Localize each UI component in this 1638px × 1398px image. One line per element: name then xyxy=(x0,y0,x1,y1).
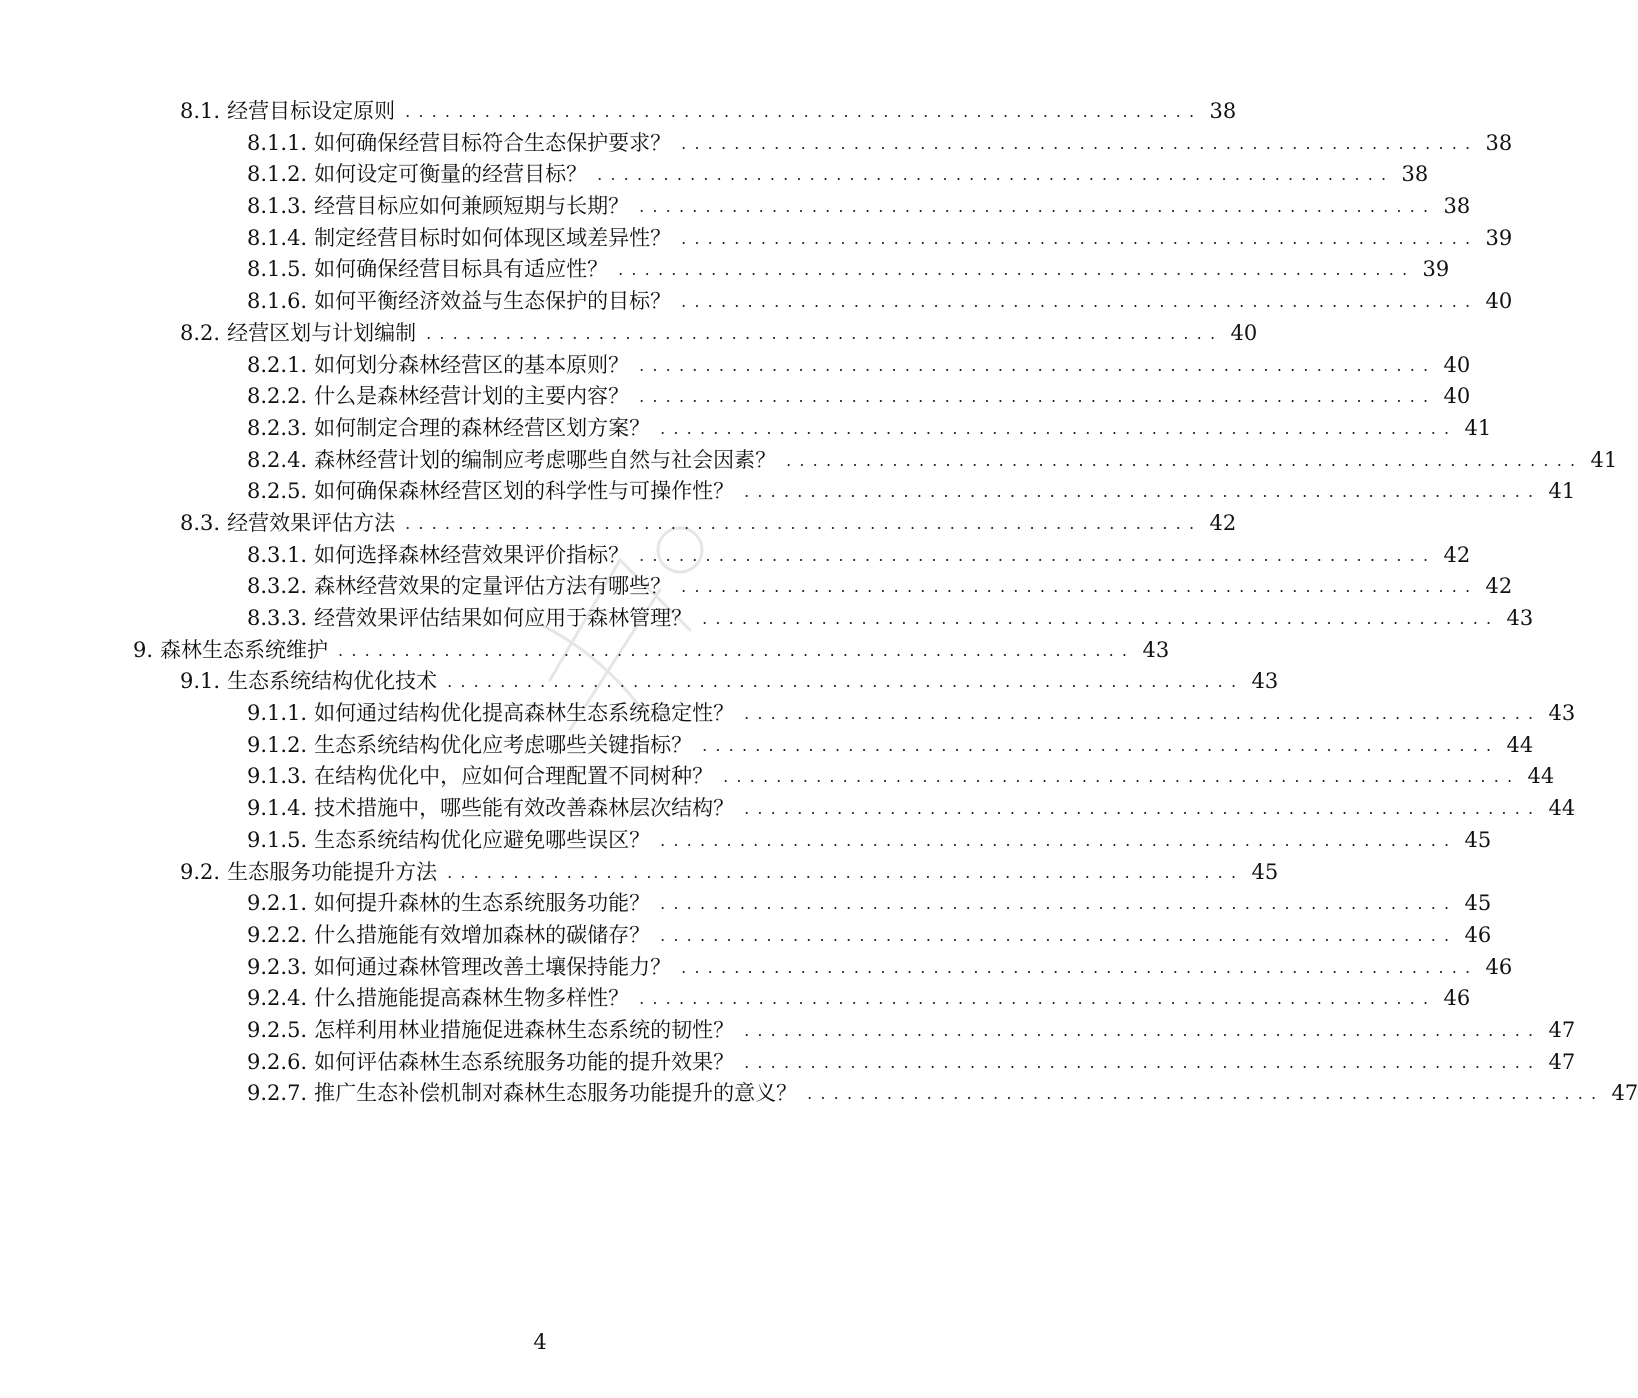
toc-entry-title: 制定经营目标时如何体现区域差异性？ xyxy=(314,225,672,250)
toc-entry-page: 38 xyxy=(1209,99,1237,123)
toc-entry-9-2[interactable] xyxy=(0,857,1279,889)
toc-entry-9-2-7[interactable] xyxy=(0,1078,1638,1110)
toc-entry-title: 如何确保森林经营区划的科学性与可操作性？ xyxy=(314,479,735,504)
toc-entry-number: 9.2. xyxy=(180,859,221,884)
toc-entry-page: 46 xyxy=(1443,986,1471,1011)
toc-entry-page: 46 xyxy=(1464,922,1492,947)
toc-entry-8-3[interactable] xyxy=(0,508,1237,540)
toc-entry-9-2-1[interactable] xyxy=(0,888,1492,920)
toc-entry-title: 森林经营效果的定量评估方法有哪些？ xyxy=(314,574,672,599)
toc-entry-title: 怎样利用林业措施促进森林生态系统的韧性？ xyxy=(314,1017,735,1042)
toc-entry-8-2[interactable] xyxy=(0,318,1258,350)
toc-entry-page: 47 xyxy=(1611,1081,1638,1106)
toc-entry-number: 8.3. xyxy=(180,510,221,535)
toc-entry-title: 如何选择森林经营效果评价指标？ xyxy=(314,542,630,567)
toc-leader-dots: ............................................................ xyxy=(702,735,1500,755)
toc-leader-dots: ............................................................ xyxy=(723,767,1521,787)
toc-entry-title: 生态系统结构优化应避免哪些误区？ xyxy=(314,827,651,852)
toc-leader-dots: ............................................................ xyxy=(744,482,1542,502)
toc-entry-page: 47 xyxy=(1548,1017,1576,1042)
toc-entry-number: 9.2.6. xyxy=(247,1049,308,1074)
table-of-contents xyxy=(0,96,1638,1110)
toc-leader-dots: ............................................................ xyxy=(807,1084,1605,1104)
toc-entry-9-1-4[interactable] xyxy=(0,793,1576,825)
toc-entry-title: 如何通过森林管理改善土壤保持能力？ xyxy=(314,954,672,979)
toc-entry-title: 生态系统结构优化应考虑哪些关键指标？ xyxy=(314,732,693,757)
toc-entry-number: 8.2.3. xyxy=(247,415,308,440)
toc-entry-number: 8.1.1. xyxy=(247,130,308,155)
page-number: 4 xyxy=(533,1330,547,1354)
toc-entry-title: 如何通过结构优化提高森林生态系统稳定性？ xyxy=(314,701,735,726)
toc-entry-page: 41 xyxy=(1464,415,1492,440)
toc-entry-number: 9.2.3. xyxy=(247,954,308,979)
toc-entry-title: 如何设定可衡量的经营目标？ xyxy=(314,162,588,187)
toc-entry-title: 生态服务功能提升方法 xyxy=(227,859,438,884)
toc-entry-number: 9.2.7. xyxy=(247,1081,308,1106)
toc-entry-page: 41 xyxy=(1548,479,1576,504)
toc-leader-dots: ............................................................ xyxy=(681,133,1479,153)
toc-entry-number: 9.2.1. xyxy=(247,891,308,916)
toc-leader-dots: ............................................................ xyxy=(639,989,1437,1009)
toc-entry-title: 推广生态补偿机制对森林生态服务功能提升的意义？ xyxy=(314,1081,798,1106)
toc-entry-number: 9. xyxy=(133,637,154,662)
toc-entry-page: 43 xyxy=(1506,606,1534,630)
toc-entry-number: 8.3.3. xyxy=(247,606,308,630)
toc-entry-page: 38 xyxy=(1401,162,1429,187)
toc-entry-9-2-3[interactable] xyxy=(0,952,1513,984)
toc-entry-9-1-1[interactable] xyxy=(0,698,1576,730)
toc-entry-8-3-2[interactable] xyxy=(0,571,1513,603)
toc-leader-dots: ............................................................ xyxy=(744,704,1542,724)
toc-entry-number: 9.1.5. xyxy=(247,827,308,852)
toc-entry-9-1-3[interactable] xyxy=(0,761,1555,793)
toc-leader-dots: ............................................................ xyxy=(681,957,1479,977)
toc-entry-9-2-2[interactable] xyxy=(0,920,1492,952)
toc-leader-dots: ............................................................ xyxy=(639,197,1437,217)
toc-entry-page: 43 xyxy=(1142,637,1170,662)
toc-entry-number: 9.2.5. xyxy=(247,1017,308,1042)
toc-entry-number: 8.2.1. xyxy=(247,352,308,377)
toc-entry-title: 经营效果评估结果如何应用于森林管理？ xyxy=(314,606,693,630)
toc-leader-dots: ............................................................ xyxy=(660,925,1458,945)
toc-entry-title: 经营目标设定原则 xyxy=(227,99,396,123)
toc-entry-title: 森林经营计划的编制应考虑哪些自然与社会因素？ xyxy=(314,447,777,472)
toc-entry-page: 44 xyxy=(1527,764,1555,789)
toc-entry-8-1-4[interactable] xyxy=(0,223,1513,255)
toc-leader-dots: ............................................................ xyxy=(744,1020,1542,1040)
toc-leader-dots: ............................................................ xyxy=(405,513,1203,533)
toc-entry-8-1[interactable] xyxy=(0,96,1237,128)
toc-entry-title: 如何提升森林的生态系统服务功能？ xyxy=(314,891,651,916)
toc-entry-title: 技术措施中，哪些能有效改善森林层次结构？ xyxy=(314,796,735,821)
toc-leader-dots: ............................................................ xyxy=(447,862,1245,882)
toc-leader-dots: ............................................................ xyxy=(660,830,1458,850)
toc-entry-number: 9.1.3. xyxy=(247,764,308,789)
toc-entry-9[interactable] xyxy=(0,635,1170,667)
toc-entry-title: 如何确保经营目标具有适应性？ xyxy=(314,257,609,282)
toc-entry-8-1-6[interactable] xyxy=(0,286,1513,318)
toc-entry-page: 46 xyxy=(1485,954,1513,979)
toc-entry-8-3-1[interactable] xyxy=(0,540,1471,572)
toc-leader-dots: ............................................................ xyxy=(447,672,1245,692)
toc-entry-8-1-5[interactable] xyxy=(0,254,1450,286)
toc-entry-page: 38 xyxy=(1485,130,1513,155)
toc-entry-page: 40 xyxy=(1443,384,1471,409)
toc-entry-page: 39 xyxy=(1422,257,1450,282)
toc-entry-8-2-4[interactable] xyxy=(0,445,1618,477)
toc-entry-number: 8.2.5. xyxy=(247,479,308,504)
toc-entry-9-2-4[interactable] xyxy=(0,983,1471,1015)
toc-entry-title: 什么措施能提高森林生物多样性？ xyxy=(314,986,630,1011)
toc-entry-title: 什么措施能有效增加森林的碳储存？ xyxy=(314,922,651,947)
toc-entry-title: 如何划分森林经营区的基本原则？ xyxy=(314,352,630,377)
toc-entry-8-2-2[interactable] xyxy=(0,381,1471,413)
toc-entry-number: 9.1.4. xyxy=(247,796,308,821)
toc-entry-number: 8.1.6. xyxy=(247,289,308,314)
toc-entry-title: 经营区划与计划编制 xyxy=(227,320,417,345)
toc-entry-page: 44 xyxy=(1548,796,1576,821)
toc-entry-9-2-5[interactable] xyxy=(0,1015,1576,1047)
toc-entry-title: 如何确保经营目标符合生态保护要求？ xyxy=(314,130,672,155)
toc-entry-number: 9.1. xyxy=(180,669,221,694)
toc-entry-title: 如何评估森林生态系统服务功能的提升效果？ xyxy=(314,1049,735,1074)
toc-entry-title: 经营目标应如何兼顾短期与长期？ xyxy=(314,194,630,219)
toc-entry-page: 40 xyxy=(1443,352,1471,377)
toc-leader-dots: ............................................................ xyxy=(639,387,1437,407)
toc-entry-number: 8.1.4. xyxy=(247,225,308,250)
toc-entry-8-1-2[interactable] xyxy=(0,159,1429,191)
toc-leader-dots: ............................................................ xyxy=(338,640,1136,660)
toc-entry-title: 森林生态系统维护 xyxy=(160,637,329,662)
toc-leader-dots: ............................................................ xyxy=(681,228,1479,248)
toc-leader-dots: ............................................................ xyxy=(639,545,1437,565)
toc-leader-dots: ............................................................ xyxy=(744,1052,1542,1072)
toc-entry-8-2-5[interactable] xyxy=(0,476,1576,508)
toc-entry-number: 8.2.2. xyxy=(247,384,308,409)
toc-leader-dots: ............................................................ xyxy=(639,355,1437,375)
toc-entry-page: 39 xyxy=(1485,225,1513,250)
toc-entry-number: 8.3.2. xyxy=(247,574,308,599)
toc-entry-page: 43 xyxy=(1251,669,1279,694)
toc-entry-number: 8.1.5. xyxy=(247,257,308,282)
toc-entry-page: 45 xyxy=(1464,891,1492,916)
toc-entry-number: 9.2.4. xyxy=(247,986,308,1011)
toc-entry-page: 43 xyxy=(1548,701,1576,726)
toc-entry-page: 42 xyxy=(1209,510,1237,535)
toc-entry-page: 45 xyxy=(1251,859,1279,884)
toc-entry-title: 生态系统结构优化技术 xyxy=(227,669,438,694)
toc-entry-page: 40 xyxy=(1230,320,1258,345)
toc-leader-dots: ............................................................ xyxy=(426,323,1224,343)
toc-entry-title: 如何平衡经济效益与生态保护的目标？ xyxy=(314,289,672,314)
toc-leader-dots: ............................................................ xyxy=(405,102,1203,121)
toc-entry-9-2-6[interactable] xyxy=(0,1047,1576,1079)
toc-leader-dots: ............................................................ xyxy=(660,418,1458,438)
toc-entry-page: 44 xyxy=(1506,732,1534,757)
toc-entry-title: 什么是森林经营计划的主要内容？ xyxy=(314,384,630,409)
toc-entry-8-2-1[interactable] xyxy=(0,350,1471,382)
toc-entry-page: 41 xyxy=(1590,447,1618,472)
toc-entry-9-1-5[interactable] xyxy=(0,825,1492,857)
toc-leader-dots: ............................................................ xyxy=(681,577,1479,597)
toc-leader-dots: ............................................................ xyxy=(618,260,1416,280)
toc-entry-8-3-3[interactable] xyxy=(0,603,1534,635)
toc-entry-number: 8.1.2. xyxy=(247,162,308,187)
toc-entry-number: 9.2.2. xyxy=(247,922,308,947)
toc-entry-page: 45 xyxy=(1464,827,1492,852)
toc-entry-number: 8.2. xyxy=(180,320,221,345)
toc-entry-title: 经营效果评估方法 xyxy=(227,510,396,535)
toc-entry-8-1-1[interactable] xyxy=(0,128,1513,160)
toc-leader-dots: ............................................................ xyxy=(660,894,1458,914)
toc-entry-9-1-2[interactable] xyxy=(0,730,1534,762)
toc-entry-9-1[interactable] xyxy=(0,666,1279,698)
toc-entry-page: 42 xyxy=(1443,542,1471,567)
toc-entry-number: 9.1.1. xyxy=(247,701,308,726)
toc-leader-dots: ............................................................ xyxy=(744,799,1542,819)
toc-entry-title: 如何制定合理的森林经营区划方案？ xyxy=(314,415,651,440)
toc-entry-page: 38 xyxy=(1443,194,1471,219)
toc-leader-dots: ............................................................ xyxy=(597,165,1395,185)
toc-leader-dots: ............................................................ xyxy=(681,292,1479,312)
toc-entry-page: 42 xyxy=(1485,574,1513,599)
toc-entry-number: 9.1.2. xyxy=(247,732,308,757)
toc-entry-number: 8.1. xyxy=(180,99,221,123)
toc-leader-dots: ............................................................ xyxy=(702,609,1500,628)
toc-entry-8-1-3[interactable] xyxy=(0,191,1471,223)
toc-leader-dots: ............................................................ xyxy=(786,450,1584,470)
toc-entry-8-2-3[interactable] xyxy=(0,413,1492,445)
toc-entry-title: 在结构优化中，应如何合理配置不同树种？ xyxy=(314,764,714,789)
toc-entry-page: 40 xyxy=(1485,289,1513,314)
toc-entry-number: 8.2.4. xyxy=(247,447,308,472)
toc-entry-page: 47 xyxy=(1548,1049,1576,1074)
toc-entry-number: 8.3.1. xyxy=(247,542,308,567)
toc-entry-number: 8.1.3. xyxy=(247,194,308,219)
